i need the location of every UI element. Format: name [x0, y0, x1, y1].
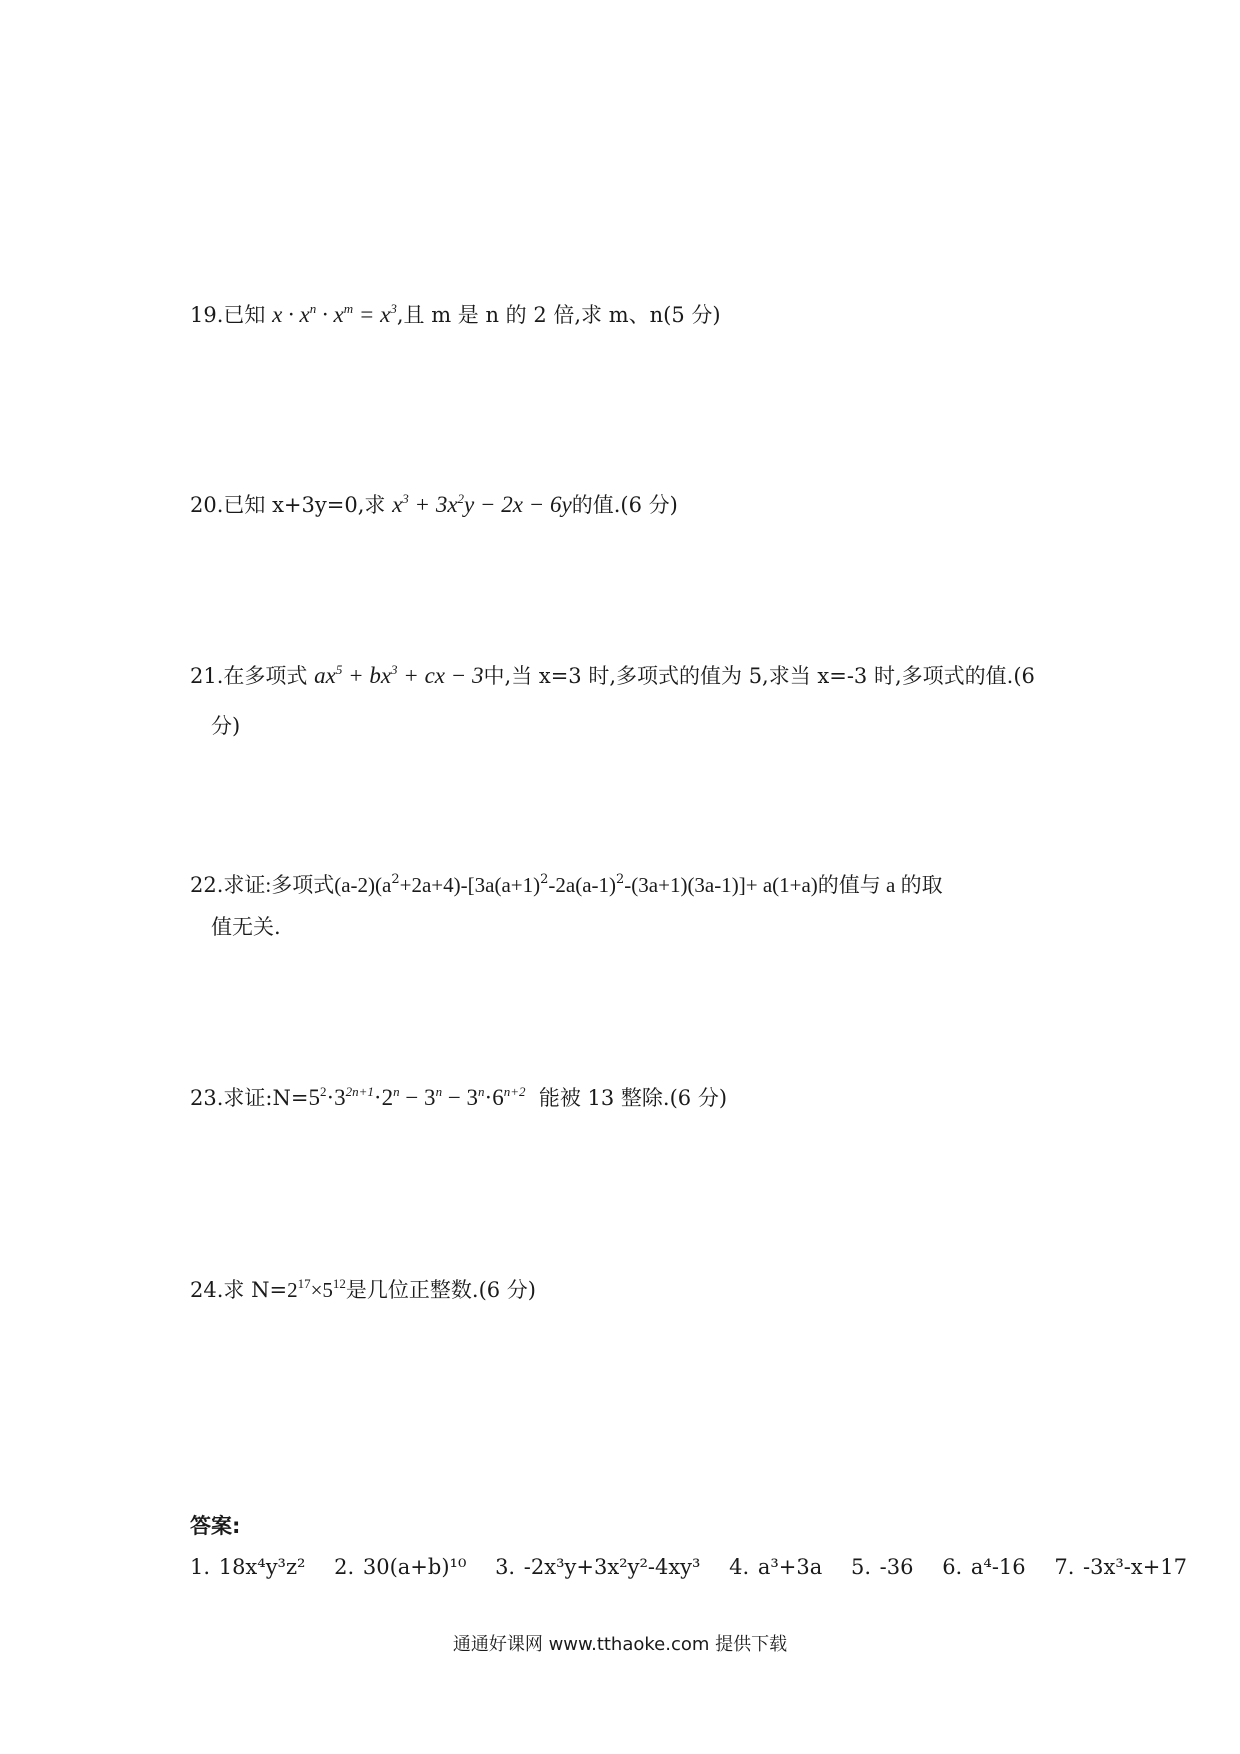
- question-number: 21.: [190, 664, 224, 688]
- answer-item: 6. a⁴-16: [942, 1555, 1026, 1579]
- question-number: 23.: [190, 1086, 224, 1110]
- question-19: [190, 290, 1070, 340]
- question-text: 求 N=: [223, 1278, 288, 1302]
- question-text-continued: 分): [211, 714, 241, 738]
- answer-item: 5. -36: [850, 1555, 914, 1579]
- answer-item: 3. -2x³y+3x²y²-4xy³: [495, 1555, 701, 1579]
- question-number: 22.: [190, 873, 224, 897]
- question-text: 求证:多项式(a-2)(a: [223, 873, 392, 897]
- question-text: -2a(a-1): [548, 873, 617, 897]
- question-number: 19.: [190, 303, 224, 327]
- question-23: [190, 1073, 1070, 1123]
- question-text: +2a+4)-[3a(a+1): [399, 873, 541, 897]
- formula: $x^3 + 3x^2y - 2x - 6y$: [392, 491, 572, 517]
- question-text: 已知: [223, 303, 266, 327]
- question-text: 的值.(6 分): [571, 493, 678, 517]
- answer-item: 4. a³+3a: [729, 1555, 823, 1579]
- answers-title: 答案:: [190, 1514, 241, 1538]
- page-footer: 通通好课网 www.tthaoke.com 提供下载: [452, 1634, 788, 1655]
- question-text-continued: 值无关.: [211, 915, 281, 939]
- question-text: 求证:N=: [223, 1086, 309, 1110]
- question-24: [190, 1265, 1070, 1315]
- question-text: -(3a+1)(3a-1)]+ a(1+a)的值与 a 的取: [624, 873, 943, 897]
- question-21: [190, 651, 1070, 751]
- answer-item: 7. -3x³-x+17: [1054, 1555, 1188, 1579]
- answer-item: 2. 30(a+b)¹⁰: [334, 1555, 467, 1579]
- answer-item: 1. 18x⁴y³z²: [190, 1555, 306, 1579]
- question-text: 能被 13 整除.(6 分): [538, 1086, 728, 1110]
- question-text: 中,当 x=3 时,多项式的值为 5,求当 x=-3 时,多项式的值.(6: [483, 664, 1035, 688]
- question-number: 24.: [190, 1278, 224, 1302]
- formula: $ax^5 + bx^3$ + cx − 3: [314, 662, 484, 688]
- question-number: 20.: [190, 493, 224, 517]
- formula: $5^2\cdot 3^{2n+1}\cdot 2^n - 3^n - 3^n\cdot 6^{n+2}$: [308, 1084, 526, 1110]
- question-text: 是几位正整数.(6 分): [345, 1278, 537, 1302]
- question-22: 22.求证:多项式$(a-2)(a^2+2a+4)-[3a(a+1)^2-2a(a-1)^2-(3a+1)(3a-1)]+ a(1+a)$的值与 a 的取 值无关.: [190, 860, 1070, 944]
- question-20: [190, 480, 1070, 530]
- question-text: 在多项式: [223, 664, 308, 688]
- question-text: 已知 x+3y=0,求: [223, 493, 386, 517]
- question-text: ,且 m 是 n 的 2 倍,求 m、n(5 分): [396, 303, 721, 327]
- answers-list: [190, 1555, 1187, 1579]
- formula: $x \cdot x^n \cdot x^m = x^3$: [272, 301, 397, 327]
- formula: $2^{17}\times 5^{12}$: [287, 1276, 346, 1302]
